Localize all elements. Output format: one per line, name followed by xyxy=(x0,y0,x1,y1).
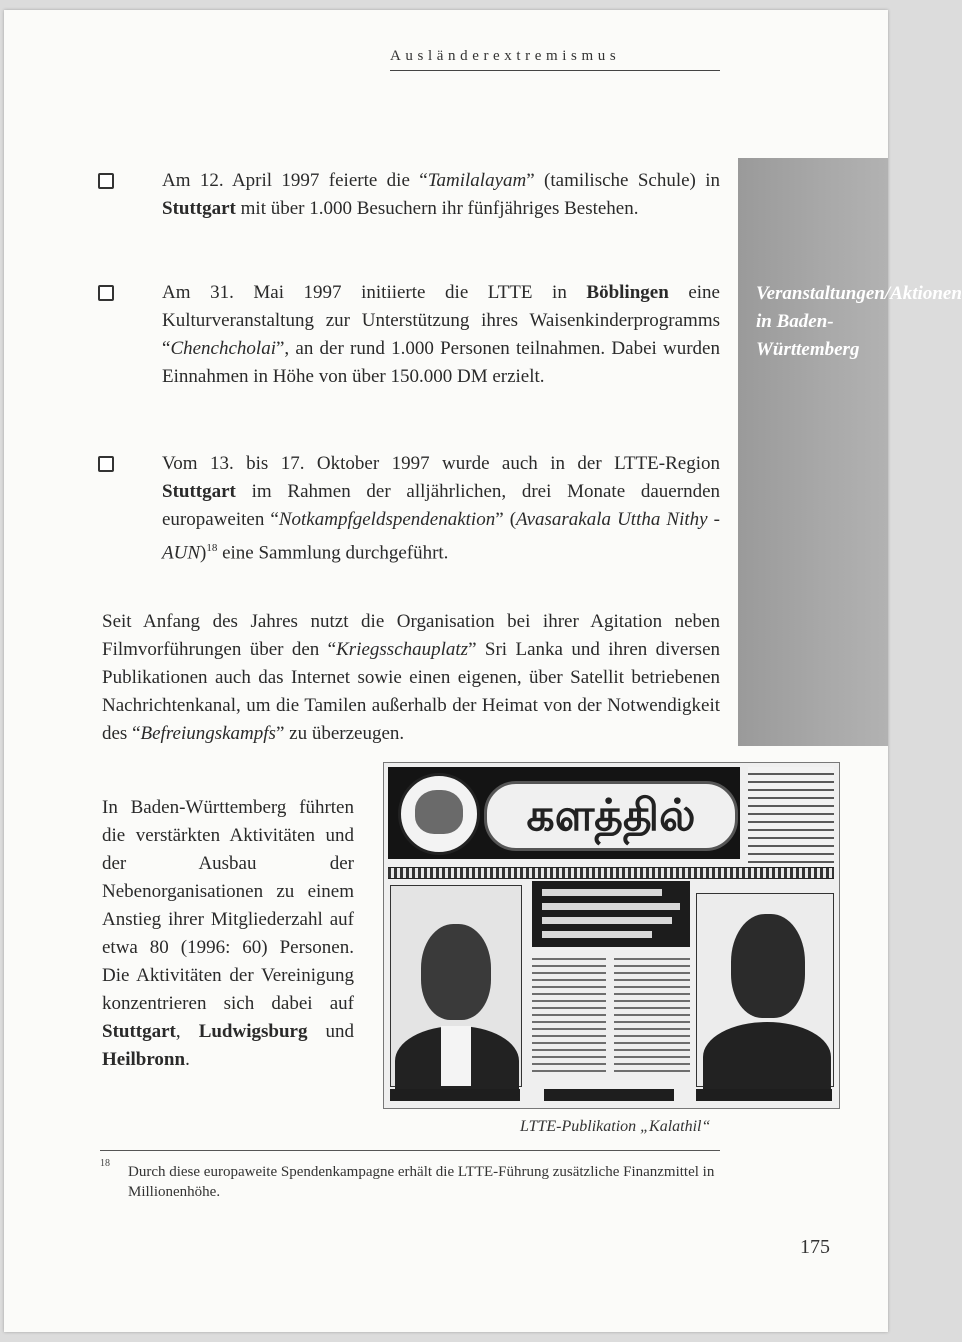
text-column-1 xyxy=(532,953,606,1077)
paragraph-agitation: Seit Anfang des Jahres nutzt die Organisation bei ihrer Agitation neben Filmvorführungen über den “Kriegsschauplatz” Sri Lanka und ihren diversen Publikationen auch das Internet sowie einen eigenen, über Satellit betriebenen Nachrichtenkanal, um die Tamilen außerhalb der Heimat von der Notwendigkeit des “Befreiungskampfs” zu überzeugen. xyxy=(102,611,721,744)
photo-left-head xyxy=(421,924,491,1020)
newspaper-image xyxy=(383,762,840,1109)
paragraph-membership: In Baden-Württemberg führten die verstärkten Aktivitäten und der Ausbau der Nebenorganisationen zu einem Anstieg ihrer Mitgliederzahl auf etwa 80 (1996: 60) Personen. Die Aktivitäten der Vereinigung konzentrieren sich dabei auf Stuttgart, Ludwigsburg und Heilbronn. xyxy=(102,797,355,1070)
photo-right-body xyxy=(703,1022,831,1092)
footnote-rule xyxy=(100,1150,720,1151)
masthead-title: களத்தில் xyxy=(484,781,738,851)
headline-line xyxy=(542,931,652,938)
photo-man-left xyxy=(390,885,522,1087)
headline-line xyxy=(542,917,672,924)
header-rule xyxy=(390,70,720,71)
tiger-face-icon xyxy=(415,790,463,834)
footnote-text: Durch diese europaweite Spendenkampagne erhält die LTTE-Führung zusätzliche Finanzmittel in Millionenhöhe. xyxy=(128,1164,715,1200)
text-column-2 xyxy=(614,953,690,1077)
photo-right-caption-bar xyxy=(696,1089,832,1101)
tiger-emblem-icon xyxy=(398,773,480,855)
newspaper-masthead xyxy=(388,767,740,859)
headline-line xyxy=(542,903,680,910)
bullet-item-2: Am 31. Mai 1997 initiierte die LTTE in Böblingen eine Kulturveranstaltung zur Unterstützung ihres Waisenkinderprogramms “Chenchcholai”, an der rund 1.000 Personen teilnahmen. Dabei wurden Einnahmen in Höhe von über 150.000 DM erzielt. xyxy=(162,282,720,387)
photo-man-right xyxy=(696,893,834,1087)
checkbox-bullet-1 xyxy=(98,173,114,189)
bullet-item-3: Vom 13. bis 17. Oktober 1997 wurde auch in der LTTE-Region Stuttgart im Rahmen der alljährlichen, drei Monate dauernden europaweiten “Notkampfgeldspendenaktion” (Avasarakala Uttha Nithy - AUN)$^{18}$ eine Sammlung durchgeführt. xyxy=(162,453,721,564)
photo-right-head xyxy=(731,914,805,1018)
photo-left-shirt xyxy=(441,1026,471,1086)
sidebar-label: Veranstaltungen/Aktionen in Baden-Württemberg xyxy=(756,283,962,360)
running-head: Ausländerextremismus xyxy=(390,48,621,64)
center-caption-bar xyxy=(544,1089,674,1101)
photo-left-caption-bar xyxy=(390,1089,520,1101)
headline-box xyxy=(532,881,690,947)
page-number: 175 xyxy=(800,1236,830,1258)
footnote-mark: 18 xyxy=(100,1158,110,1169)
checkbox-bullet-3 xyxy=(98,456,114,472)
checkbox-bullet-2 xyxy=(98,285,114,301)
margin-sidebar xyxy=(738,158,962,746)
headline-line xyxy=(542,889,662,896)
newspaper-dateline xyxy=(388,867,834,879)
masthead-side-column xyxy=(748,767,834,869)
image-caption: LTTE-Publikation „Kalathil“ xyxy=(520,1118,711,1135)
bullet-item-1: Am 12. April 1997 feierte die “Tamilalayam” (tamilische Schule) in Stuttgart mit über 1.000 Besuchern ihr fünfjähriges Bestehen. xyxy=(162,170,721,219)
